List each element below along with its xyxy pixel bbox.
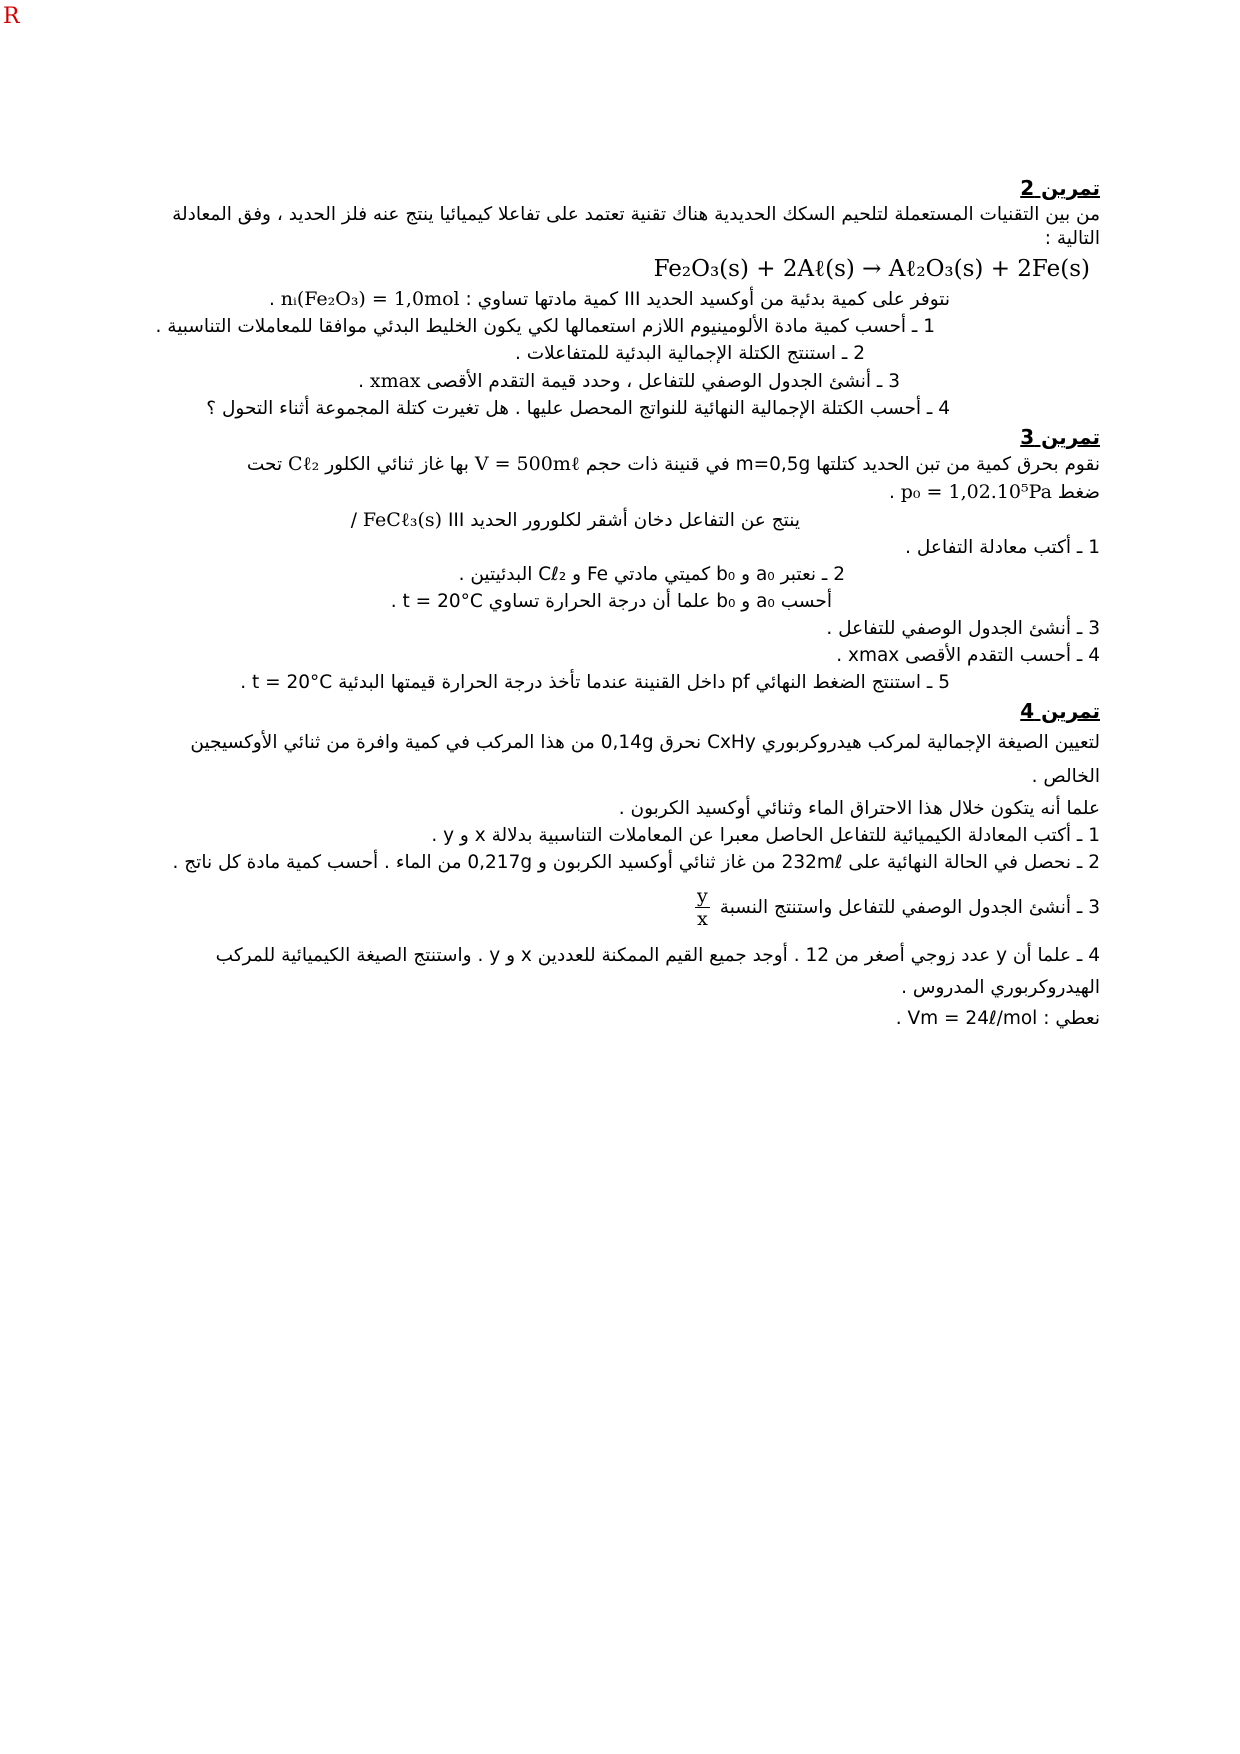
intro-part-a: نقوم بحرق كمية من تبن الحديد كتلتها m=0,5g في قنينة ذات حجم: [585, 454, 1100, 475]
exercise-sheet: [155, 172, 1100, 1034]
exercise-3: [160, 425, 1100, 695]
exercise-2-question-3: 3 ـ أنشئ الجدول الوصفي للتفاعل ، وحدد قيمة التقدم الأقصى xmax .: [358, 370, 900, 392]
given-text: نتوفر على كمية بدئية من أوكسيد الحديد III كمية مادتها تساوي :: [465, 289, 950, 310]
xmax-symbol: xmax: [369, 370, 421, 392]
intro-part-b: بها غاز ثنائي الكلور: [325, 454, 469, 475]
exercise-4-given: نعطي : Vm = 24ℓ/mol .: [895, 1008, 1100, 1029]
product-formula: FeCℓ₃(s): [362, 509, 443, 531]
question-3-text: 3 ـ أنشئ الجدول الوصفي للتفاعل ، وحدد قيمة التقدم الأقصى: [426, 371, 900, 392]
exercise-3-pressure: ضغط p₀ = 1,02.10⁵Pa .: [888, 481, 1100, 503]
pressure-label: ضغط: [1057, 482, 1100, 503]
exercise-3-question-2: 2 ـ نعتبر a₀ و b₀ كميتي مادتي Fe و Cℓ₂ البدئيتين .: [458, 564, 845, 585]
exercise-4-info: علما أنه يتكون خلال هذا الاحتراق الماء وثنائي أوكسيد الكربون .: [618, 798, 1100, 819]
exercise-2-question-1: 1 ـ أحسب كمية مادة الألومينيوم اللازم استعمالها لكي يكون الخليط البدئي موافقا للمعاملات التناسبية .: [155, 316, 935, 337]
ratio-fraction: [695, 885, 710, 930]
fraction-numerator: y: [697, 885, 708, 907]
intro-part-c: تحت: [246, 454, 283, 475]
exercise-2-question-4: 4 ـ أحسب الكتلة الإجمالية النهائية للنواتج المحصل عليها . هل تغيرت كتلة المجموعة أثناء التحول ؟: [206, 398, 950, 419]
exercise-4-intro: لتعيين الصيغة الإجمالية لمركب هيدروكربوري CxHy نحرق 0,14g من هذا المركب في كمية وافرة من ثنائي الأوكسيجين الخالص .: [190, 732, 1100, 787]
exercise-4-question-1: 1 ـ أكتب المعادلة الكيميائية للتفاعل الحاصل معبرا عن المعاملات التناسبية بدلالة x و y .: [431, 825, 1100, 846]
exercise-3-question-2b: أحسب a₀ و b₀ علما أن درجة الحرارة تساوي t = 20°C .: [390, 591, 832, 612]
fraction-denominator: x: [697, 908, 708, 930]
given-amount: nᵢ(Fe₂O₃) = 1,0mol: [280, 288, 460, 310]
exercise-3-question-4: 4 ـ أحسب التقدم الأقصى xmax .: [836, 645, 1100, 666]
reaction-equation: Fe₂O₃(s) + 2Aℓ(s) → Aℓ₂O₃(s) + 2Fe(s): [653, 256, 1090, 282]
exercise-3-question-1: 1 ـ أكتب معادلة التفاعل .: [905, 537, 1100, 558]
pressure-value: p₀ = 1,02.10⁵Pa: [900, 481, 1052, 503]
product-text: ينتج عن التفاعل دخان أشقر لكلورور الحديد III: [447, 510, 800, 531]
exercise-2-given: نتوفر على كمية بدئية من أوكسيد الحديد III كمية مادتها تساوي : nᵢ(Fe₂O₃) = 1,0mol .: [269, 288, 950, 310]
question-3-text: 3 ـ أنشئ الجدول الوصفي للتفاعل واستنتج النسبة: [719, 896, 1100, 918]
exercise-2-question-2: 2 ـ استنتج الكتلة الإجمالية البدئية للمتفاعلات .: [514, 343, 865, 364]
chlorine-formula: Cℓ₂: [288, 453, 320, 475]
exercise-4-title: تمرين 4: [1020, 699, 1100, 723]
exercise-4-question-3: [160, 885, 1100, 930]
exercise-4-question-2: 2 ـ نحصل في الحالة النهائية على 232mℓ من غاز ثنائي أوكسيد الكربون و 0,217g من الماء . أحسب كمية مادة كل ناتج .: [172, 852, 1100, 873]
corner-mark: R: [3, 4, 20, 29]
exercise-3-question-3: 3 ـ أنشئ الجدول الوصفي للتفاعل .: [826, 618, 1100, 639]
exercise-3-intro: [160, 452, 1100, 477]
exercise-3-title: تمرين 3: [1020, 425, 1100, 449]
volume-value: V = 500mℓ: [474, 453, 580, 475]
exercise-3-product: ينتج عن التفاعل دخان أشقر لكلورور الحديد III FeCℓ₃(s) /: [350, 509, 800, 531]
exercise-4: [160, 699, 1100, 1031]
exercise-2-intro: من بين التقنيات المستعملة لتلحيم السكك الحديدية هناك تقنية تعتمد على تفاعلا كيميائيا ينتج عنه فلز الحديد ، وفق المعادلة التالية :: [172, 204, 1100, 249]
exercise-2: [155, 176, 1100, 421]
exercise-3-question-5: 5 ـ استنتج الضغط النهائي pf داخل القنينة عندما تأخذ درجة الحرارة قيمتها البدئية t = 20°C .: [240, 672, 950, 693]
exercise-2-title: تمرين 2: [1020, 176, 1100, 200]
exercise-4-question-4: 4 ـ علما أن y عدد زوجي أصغر من 12 . أوجد جميع القيم الممكنة للعددين x و y . واستنتج الصيغة الكيميائية للمركب الهيدروكربوري المدروس .: [215, 945, 1100, 998]
